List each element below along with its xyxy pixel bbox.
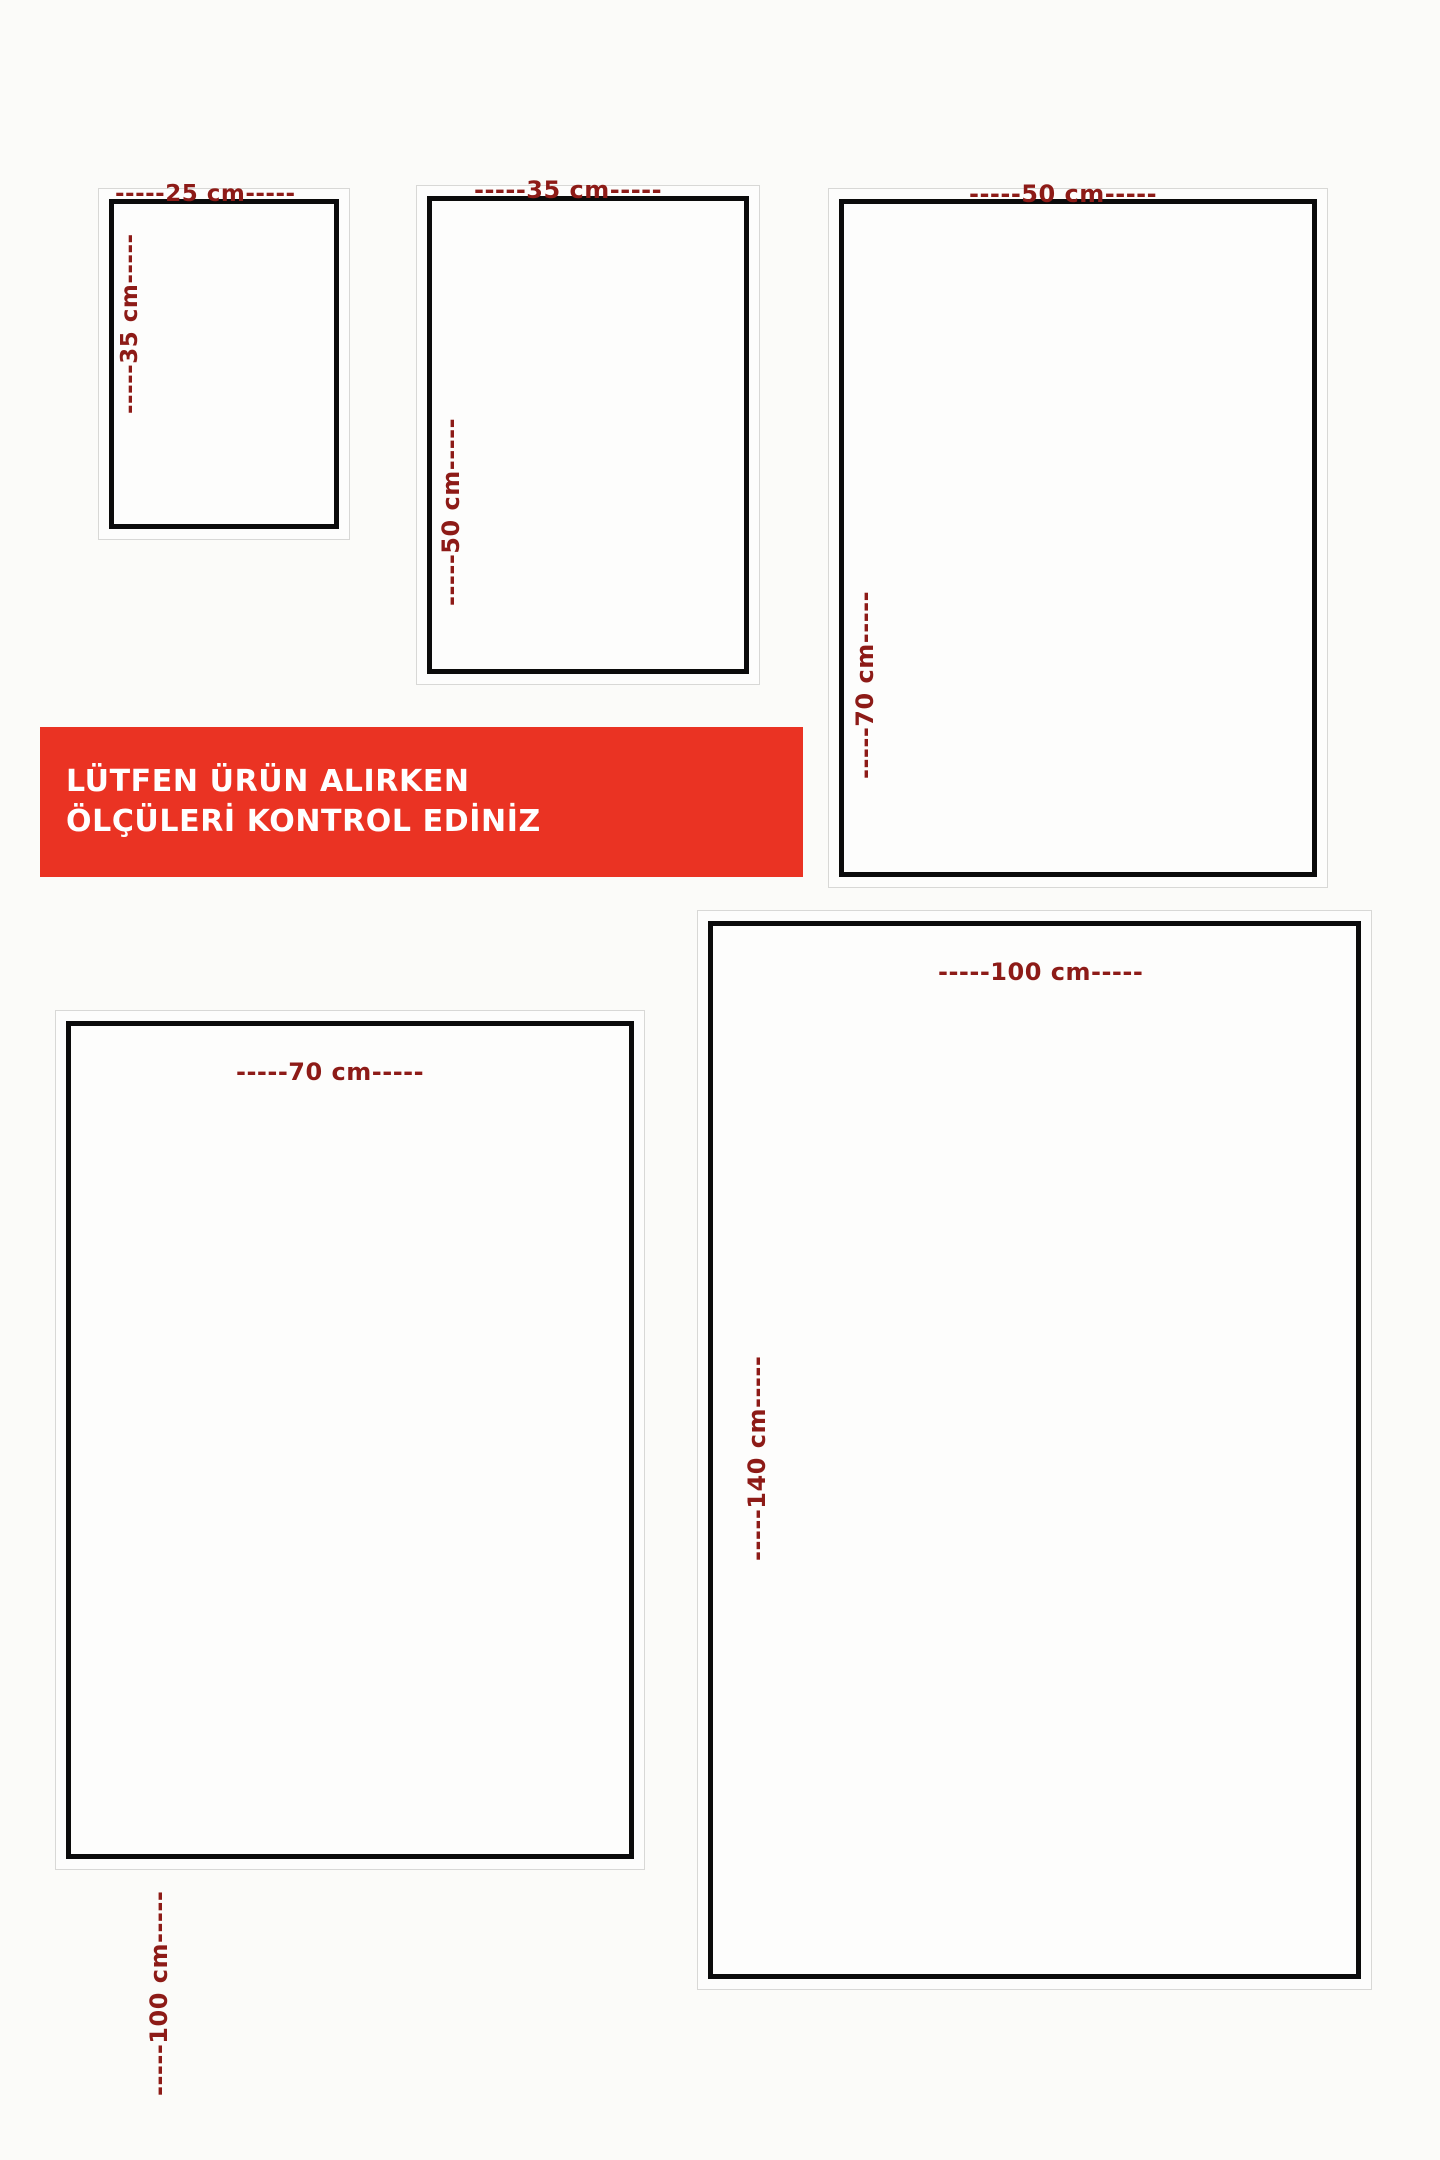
frame-100x140-height-label: -----140 cm----- xyxy=(743,1355,771,1561)
warning-line-2: ÖLÇÜLERİ KONTROL EDİNİZ xyxy=(66,804,541,839)
frame-35x50-height-label: -----50 cm----- xyxy=(437,417,465,606)
frame-50x70-height-label: -----70 cm----- xyxy=(851,590,879,779)
frame-25x35-inner xyxy=(109,199,339,529)
frame-50x70-inner xyxy=(839,199,1317,877)
frame-50x70-width-label: -----50 cm----- xyxy=(969,180,1158,208)
frame-25x35-height-label: -----35 cm----- xyxy=(117,233,143,414)
frame-25x35 xyxy=(98,181,350,540)
frame-70x100-width-label: -----70 cm----- xyxy=(236,1058,425,1086)
frame-70x100 xyxy=(55,1010,645,2096)
frame-50x70 xyxy=(828,180,1328,888)
frame-35x50-width-label: -----35 cm----- xyxy=(474,176,663,204)
frame-35x50-inner xyxy=(427,196,749,674)
warning-banner xyxy=(40,727,803,877)
frame-100x140 xyxy=(697,910,1372,1990)
frame-100x140-width-label: -----100 cm----- xyxy=(938,958,1144,986)
frame-70x100-inner xyxy=(66,1021,634,1859)
frame-70x100-height-label: -----100 cm----- xyxy=(145,1890,173,2096)
frame-35x50 xyxy=(416,176,760,685)
frame-100x140-inner xyxy=(708,921,1361,1979)
warning-line-1: LÜTFEN ÜRÜN ALIRKEN xyxy=(66,764,470,800)
frame-25x35-width-label: -----25 cm----- xyxy=(115,181,296,207)
